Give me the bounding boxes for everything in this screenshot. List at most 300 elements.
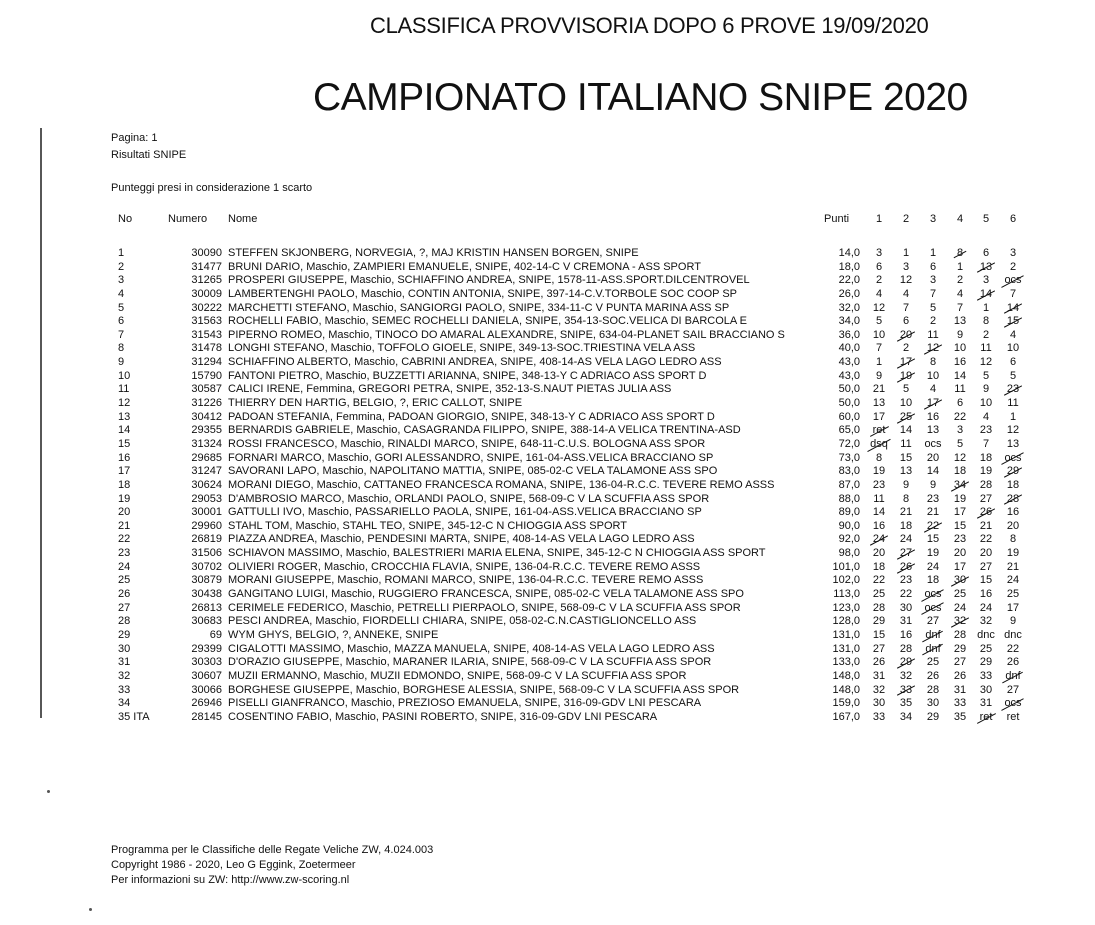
race-score: 3 xyxy=(929,274,937,287)
race-2-score-cell xyxy=(893,711,919,725)
race-1-score-cell xyxy=(866,574,892,588)
crew-name-cell: BRUNI DARIO, Maschio, ZAMPIERI EMANUELE, SNIPE, 402-14-C V CREMONA - ASS SPORT xyxy=(228,260,701,273)
race-score: 13 xyxy=(926,424,940,437)
race-score: 9 xyxy=(929,478,937,491)
race-score: 12 xyxy=(953,451,967,464)
race-4-score-cell xyxy=(947,247,973,261)
race-score: 1 xyxy=(1009,410,1017,423)
race-4-score-cell xyxy=(947,697,973,711)
race-score: 20 xyxy=(979,547,993,560)
table-row xyxy=(108,261,1028,275)
race-score: 11 xyxy=(900,437,912,450)
points-cell: 98,0 xyxy=(838,547,860,560)
table-row xyxy=(108,383,1028,397)
discarded-score: dnf xyxy=(1005,669,1021,682)
table-row xyxy=(108,438,1028,452)
page-number: Pagina: 1 xyxy=(111,132,158,144)
crew-name-cell: MARCHETTI STEFANO, Maschio, SANGIORGI PAOLO, SNIPE, 334-11-C V PUNTA MARINA ASS SP xyxy=(228,301,730,314)
footer-copyright: Copyright 1986 - 2020, Leo G Eggink, Zoetermeer xyxy=(111,859,356,871)
race-score: 7 xyxy=(982,437,990,450)
race-4-score-cell xyxy=(947,547,973,561)
sail-number-cell: 26946 xyxy=(191,697,222,710)
sail-number-cell: 29685 xyxy=(191,451,222,464)
crew-name-cell: BORGHESE GIUSEPPE, Maschio, BORGHESE ALESSIA, SNIPE, 568-09-C V LA SCUFFIA ASS SPOR xyxy=(228,683,740,696)
rank-cell: 21 xyxy=(118,519,131,532)
race-3-score-cell xyxy=(920,629,946,643)
race-4-score-cell xyxy=(947,356,973,370)
sail-number-cell: 29355 xyxy=(191,424,222,437)
race-score: 35 xyxy=(953,710,967,723)
race-score: 10 xyxy=(926,369,940,382)
race-1-score-cell xyxy=(866,411,892,425)
race-score: 7 xyxy=(1009,287,1017,300)
race-6-score-cell xyxy=(1000,397,1026,411)
race-score: 7 xyxy=(902,301,910,314)
discarded-score: 14 xyxy=(1006,301,1020,314)
table-row xyxy=(108,602,1028,616)
crew-name-cell: PISELLI GIANFRANCO, Maschio, PREZIOSO EMANUELA, SNIPE, 316-09-GDV LNI PESCARA xyxy=(228,697,702,710)
race-2-score-cell xyxy=(893,493,919,507)
race-score: 16 xyxy=(1006,506,1020,519)
header-no: No xyxy=(118,213,133,225)
race-score: 25 xyxy=(926,656,940,669)
race-score: 18 xyxy=(1006,478,1020,491)
race-2-score-cell xyxy=(893,288,919,302)
race-5-score-cell xyxy=(973,315,999,329)
race-score: 5 xyxy=(902,383,910,396)
race-score: 15 xyxy=(979,574,993,587)
race-score: 22 xyxy=(1006,642,1020,655)
sail-number-cell: 30303 xyxy=(191,656,222,669)
sail-number-cell: 69 xyxy=(209,628,222,641)
provisional-ranking-header: CLASSIFICA PROVVISORIA DOPO 6 PROVE 19/09/2020 xyxy=(370,13,929,38)
race-6-score-cell xyxy=(1000,329,1026,343)
race-score: 7 xyxy=(875,342,883,355)
rank-cell: 17 xyxy=(118,465,131,478)
race-1-score-cell xyxy=(866,261,892,275)
discarded-score: 15 xyxy=(1006,315,1020,328)
race-score: 10 xyxy=(899,397,913,410)
race-3-score-cell xyxy=(920,411,946,425)
rank-cell: 16 xyxy=(118,451,131,464)
race-score: 10 xyxy=(953,342,967,355)
race-2-score-cell xyxy=(893,397,919,411)
race-4-score-cell xyxy=(947,302,973,316)
race-score: 19 xyxy=(953,492,967,505)
race-score: 30 xyxy=(872,697,886,710)
sail-number-cell: 31226 xyxy=(191,397,222,410)
race-2-score-cell xyxy=(893,438,919,452)
race-1-score-cell xyxy=(866,452,892,466)
race-score: 22 xyxy=(872,574,886,587)
race-1-score-cell xyxy=(866,643,892,657)
race-score: dnc xyxy=(1004,628,1022,641)
points-cell: 123,0 xyxy=(832,601,860,614)
header-race-6: 6 xyxy=(1009,213,1017,225)
rank-cell: 13 xyxy=(118,410,131,423)
race-score: 15 xyxy=(872,628,886,641)
discarded-score: 19 xyxy=(899,369,913,382)
points-cell: 88,0 xyxy=(838,492,860,505)
race-4-score-cell xyxy=(947,261,973,275)
rank-cell: 2 xyxy=(118,260,125,273)
race-score: 24 xyxy=(1006,574,1020,587)
sail-number-cell: 28145 xyxy=(191,710,222,723)
race-4-score-cell xyxy=(947,452,973,466)
race-4-score-cell xyxy=(947,684,973,698)
race-1-score-cell xyxy=(866,329,892,343)
race-score: 4 xyxy=(956,287,964,300)
race-score: 34 xyxy=(899,710,913,723)
sail-number-cell: 30412 xyxy=(191,410,222,423)
race-score: 10 xyxy=(979,397,993,410)
race-5-score-cell xyxy=(973,302,999,316)
race-score: 28 xyxy=(872,601,886,614)
race-score: 9 xyxy=(956,328,964,341)
sail-number-cell: 31563 xyxy=(191,315,222,328)
race-6-score-cell xyxy=(1000,288,1026,302)
race-4-score-cell xyxy=(947,629,973,643)
race-score: ocs xyxy=(924,437,942,450)
discarded-score: ocs xyxy=(1004,697,1022,710)
sail-number-cell: 31247 xyxy=(191,465,222,478)
race-score: 19 xyxy=(1006,547,1020,560)
race-6-score-cell xyxy=(1000,547,1026,561)
discarded-score: ocs xyxy=(1004,274,1022,287)
race-1-score-cell xyxy=(866,438,892,452)
race-score: 21 xyxy=(872,383,886,396)
race-6-score-cell xyxy=(1000,574,1026,588)
points-cell: 131,0 xyxy=(832,628,860,641)
rank-cell: 27 xyxy=(118,601,131,614)
rank-cell: 31 xyxy=(118,656,131,669)
table-row xyxy=(108,424,1028,438)
discarded-score: dsq xyxy=(870,437,888,450)
race-3-score-cell xyxy=(920,452,946,466)
race-1-score-cell xyxy=(866,479,892,493)
discarded-score: ocs xyxy=(924,588,942,601)
race-3-score-cell xyxy=(920,506,946,520)
race-2-score-cell xyxy=(893,547,919,561)
scan-margin-line xyxy=(40,128,42,718)
race-score: 4 xyxy=(902,287,910,300)
race-score: 6 xyxy=(1009,356,1017,369)
sail-number-cell: 30607 xyxy=(191,669,222,682)
race-2-score-cell xyxy=(893,656,919,670)
race-3-score-cell xyxy=(920,370,946,384)
race-score: 22 xyxy=(979,533,993,546)
race-5-score-cell xyxy=(973,574,999,588)
race-5-score-cell xyxy=(973,588,999,602)
race-3-score-cell xyxy=(920,711,946,725)
race-4-score-cell xyxy=(947,643,973,657)
race-6-score-cell xyxy=(1000,506,1026,520)
race-score: 7 xyxy=(929,287,937,300)
race-score: 23 xyxy=(953,533,967,546)
points-cell: 32,0 xyxy=(838,301,860,314)
race-score: 4 xyxy=(1009,328,1017,341)
race-score: 13 xyxy=(872,397,886,410)
race-score: 10 xyxy=(1006,342,1020,355)
crew-name-cell: OLIVIERI ROGER, Maschio, CROCCHIA FLAVIA, SNIPE, 136-04-R.C.C. TEVERE REMO ASSS xyxy=(228,560,701,573)
race-score: 4 xyxy=(929,383,937,396)
table-row xyxy=(108,329,1028,343)
race-4-score-cell xyxy=(947,438,973,452)
race-3-score-cell xyxy=(920,588,946,602)
race-1-score-cell xyxy=(866,315,892,329)
race-4-score-cell xyxy=(947,615,973,629)
points-cell: 40,0 xyxy=(838,342,860,355)
crew-name-cell: GANGITANO LUIGI, Maschio, RUGGIERO FRANCESCA, SNIPE, 085-02-C VELA TALAMONE ASS SPO xyxy=(228,588,744,601)
race-2-score-cell xyxy=(893,370,919,384)
race-score: 27 xyxy=(872,642,886,655)
race-5-score-cell xyxy=(973,479,999,493)
table-row xyxy=(108,711,1028,725)
race-2-score-cell xyxy=(893,302,919,316)
sail-number-cell: 31294 xyxy=(191,356,222,369)
race-4-score-cell xyxy=(947,711,973,725)
race-score: 26 xyxy=(872,656,886,669)
race-4-score-cell xyxy=(947,506,973,520)
table-header-row xyxy=(108,213,1028,231)
header-punti: Punti xyxy=(824,213,850,225)
discarded-score: 29 xyxy=(899,656,913,669)
race-score: 28 xyxy=(899,642,913,655)
race-score: 2 xyxy=(875,274,883,287)
race-score: 3 xyxy=(875,247,883,259)
rank-cell: 24 xyxy=(118,560,131,573)
race-1-score-cell xyxy=(866,670,892,684)
race-score: 17 xyxy=(953,506,967,519)
rank-cell: 25 xyxy=(118,574,131,587)
race-score: 2 xyxy=(956,274,964,287)
race-6-score-cell xyxy=(1000,711,1026,725)
race-score: 24 xyxy=(899,533,913,546)
rank-cell: 5 xyxy=(118,301,125,314)
race-1-score-cell xyxy=(866,424,892,438)
race-2-score-cell xyxy=(893,561,919,575)
discarded-score: 24 xyxy=(872,533,886,546)
race-score: 21 xyxy=(1006,560,1020,573)
race-6-score-cell xyxy=(1000,315,1026,329)
race-4-score-cell xyxy=(947,274,973,288)
points-cell: 83,0 xyxy=(838,465,860,478)
race-2-score-cell xyxy=(893,452,919,466)
crew-name-cell: SCHIAVON MASSIMO, Maschio, BALESTRIERI MARIA ELENA, SNIPE, 345-12-C N CHIOGGIA ASS SPORT xyxy=(228,547,766,560)
race-3-score-cell xyxy=(920,465,946,479)
race-score: 14 xyxy=(926,465,940,478)
race-score: 27 xyxy=(953,656,967,669)
rank-cell: 34 xyxy=(118,697,131,710)
race-score: 17 xyxy=(953,560,967,573)
championship-title: CAMPIONATO ITALIANO SNIPE 2020 xyxy=(313,76,968,119)
race-score: 18 xyxy=(926,574,940,587)
points-cell: 89,0 xyxy=(838,506,860,519)
points-cell: 34,0 xyxy=(838,315,860,328)
race-5-score-cell xyxy=(973,547,999,561)
crew-name-cell: PROSPERI GIUSEPPE, Maschio, SCHIAFFINO ANDREA, SNIPE, 1578-11-ASS.SPORT.DILCENTROVEL xyxy=(228,274,750,287)
race-5-score-cell xyxy=(973,615,999,629)
race-1-score-cell xyxy=(866,506,892,520)
discarded-score: 17 xyxy=(899,356,913,369)
crew-name-cell: MORANI GIUSEPPE, Maschio, ROMANI MARCO, SNIPE, 136-04-R.C.C. TEVERE REMO ASSS xyxy=(228,574,704,587)
race-1-score-cell xyxy=(866,397,892,411)
rank-cell: 19 xyxy=(118,492,131,505)
race-3-score-cell xyxy=(920,356,946,370)
discarded-score: 28 xyxy=(1006,492,1020,505)
race-5-score-cell xyxy=(973,261,999,275)
table-row xyxy=(108,629,1028,643)
race-4-score-cell xyxy=(947,574,973,588)
race-1-score-cell xyxy=(866,520,892,534)
points-cell: 148,0 xyxy=(832,669,860,682)
sail-number-cell: 30066 xyxy=(191,683,222,696)
points-cell: 92,0 xyxy=(838,533,860,546)
race-1-score-cell xyxy=(866,684,892,698)
points-cell: 148,0 xyxy=(832,683,860,696)
race-1-score-cell xyxy=(866,342,892,356)
race-2-score-cell xyxy=(893,383,919,397)
race-score: 14 xyxy=(872,506,886,519)
race-2-score-cell xyxy=(893,697,919,711)
rank-cell: 3 xyxy=(118,274,125,287)
race-score: 3 xyxy=(902,260,910,273)
table-row xyxy=(108,356,1028,370)
race-5-score-cell xyxy=(973,356,999,370)
race-score: 16 xyxy=(926,410,940,423)
race-3-score-cell xyxy=(920,643,946,657)
race-4-score-cell xyxy=(947,533,973,547)
crew-name-cell: CERIMELE FEDERICO, Maschio, PETRELLI PIERPAOLO, SNIPE, 568-09-C V LA SCUFFIA ASS SPOR xyxy=(228,601,741,614)
discarded-score: 34 xyxy=(953,478,967,491)
race-3-score-cell xyxy=(920,520,946,534)
race-score: 9 xyxy=(902,478,910,491)
rank-cell: 10 xyxy=(118,369,131,382)
header-race-3: 3 xyxy=(929,213,937,225)
crew-name-cell: SCHIAFFINO ALBERTO, Maschio, CABRINI ANDREA, SNIPE, 408-14-AS VELA LAGO LEDRO ASS xyxy=(228,356,722,369)
race-2-score-cell xyxy=(893,615,919,629)
discarded-score: 29 xyxy=(1006,465,1020,478)
race-1-score-cell xyxy=(866,615,892,629)
results-table xyxy=(108,213,1028,724)
race-3-score-cell xyxy=(920,656,946,670)
race-4-score-cell xyxy=(947,602,973,616)
race-6-score-cell xyxy=(1000,697,1026,711)
race-score: 3 xyxy=(956,424,964,437)
sail-number-cell: 30683 xyxy=(191,615,222,628)
race-score: 6 xyxy=(929,260,937,273)
race-score: 30 xyxy=(899,601,913,614)
race-score: 4 xyxy=(982,410,990,423)
race-1-score-cell xyxy=(866,247,892,261)
rank-cell: 14 xyxy=(118,424,131,437)
race-2-score-cell xyxy=(893,588,919,602)
race-2-score-cell xyxy=(893,574,919,588)
race-score: 18 xyxy=(953,465,967,478)
crew-name-cell: CALICI IRENE, Femmina, GREGORI PETRA, SNIPE, 352-13-S.NAUT PIETAS JULIA ASS xyxy=(228,383,672,396)
race-2-score-cell xyxy=(893,643,919,657)
race-score: 24 xyxy=(953,601,967,614)
rank-cell: 29 xyxy=(118,628,131,641)
sail-number-cell: 31324 xyxy=(191,437,222,450)
points-cell: 167,0 xyxy=(832,710,860,723)
race-5-score-cell xyxy=(973,383,999,397)
race-6-score-cell xyxy=(1000,684,1026,698)
rank-cell: 33 xyxy=(118,683,131,696)
rank-cell: 23 xyxy=(118,547,131,560)
race-4-score-cell xyxy=(947,520,973,534)
discarded-score: 20 xyxy=(899,328,913,341)
race-2-score-cell xyxy=(893,684,919,698)
race-score: 12 xyxy=(872,301,886,314)
race-1-score-cell xyxy=(866,697,892,711)
race-score: 6 xyxy=(982,247,990,259)
sail-number-cell: 29960 xyxy=(191,519,222,532)
race-score: 18 xyxy=(872,560,886,573)
race-score: 1 xyxy=(956,260,964,273)
race-4-score-cell xyxy=(947,479,973,493)
race-score: 8 xyxy=(902,492,910,505)
race-6-score-cell xyxy=(1000,424,1026,438)
race-score: 15 xyxy=(953,519,967,532)
race-score: 31 xyxy=(872,669,886,682)
points-cell: 14,0 xyxy=(838,247,860,259)
race-2-score-cell xyxy=(893,533,919,547)
sail-number-cell: 30587 xyxy=(191,383,222,396)
race-3-score-cell xyxy=(920,397,946,411)
race-score: 32 xyxy=(899,669,913,682)
race-score: 10 xyxy=(872,328,886,341)
race-score: 5 xyxy=(956,437,964,450)
race-4-score-cell xyxy=(947,561,973,575)
header-race-1: 1 xyxy=(875,213,883,225)
sail-number-cell: 30222 xyxy=(191,301,222,314)
race-5-score-cell xyxy=(973,397,999,411)
race-4-score-cell xyxy=(947,370,973,384)
race-score: 6 xyxy=(902,315,910,328)
race-score: 27 xyxy=(1006,683,1020,696)
sail-number-cell: 30438 xyxy=(191,588,222,601)
crew-name-cell: MUZII ERMANNO, Maschio, MUZII EDMONDO, SNIPE, 568-09-C V LA SCUFFIA ASS SPOR xyxy=(228,669,687,682)
race-score: 29 xyxy=(872,615,886,628)
race-5-score-cell xyxy=(973,438,999,452)
race-6-score-cell xyxy=(1000,302,1026,316)
race-2-score-cell xyxy=(893,315,919,329)
race-score: 1 xyxy=(929,247,937,259)
race-6-score-cell xyxy=(1000,370,1026,384)
race-score: dnc xyxy=(977,628,995,641)
race-6-score-cell xyxy=(1000,670,1026,684)
crew-name-cell: ROSSI FRANCESCO, Maschio, RINALDI MARCO, SNIPE, 648-11-C.U.S. BOLOGNA ASS SPOR xyxy=(228,437,706,450)
race-6-score-cell xyxy=(1000,261,1026,275)
race-5-score-cell xyxy=(973,684,999,698)
race-3-score-cell xyxy=(920,670,946,684)
table-row xyxy=(108,615,1028,629)
discarded-score: 13 xyxy=(979,260,993,273)
race-6-score-cell xyxy=(1000,438,1026,452)
race-score: 25 xyxy=(872,588,886,601)
crew-name-cell: STEFFEN SKJONBERG, NORVEGIA, ?, MAJ KRISTIN HANSEN BORGEN, SNIPE xyxy=(228,247,639,259)
table-row xyxy=(108,247,1028,261)
race-6-score-cell xyxy=(1000,656,1026,670)
discarded-score: 23 xyxy=(1006,383,1020,396)
race-5-score-cell xyxy=(973,329,999,343)
crew-name-cell: GATTULLI IVO, Maschio, PASSARIELLO PAOLA, SNIPE, 161-04-ASS.VELICA BRACCIANO SP xyxy=(228,506,702,519)
race-score: 27 xyxy=(926,615,940,628)
race-score: 22 xyxy=(953,410,967,423)
crew-name-cell: WYM GHYS, BELGIO, ?, ANNEKE, SNIPE xyxy=(228,628,439,641)
race-5-score-cell xyxy=(973,342,999,356)
